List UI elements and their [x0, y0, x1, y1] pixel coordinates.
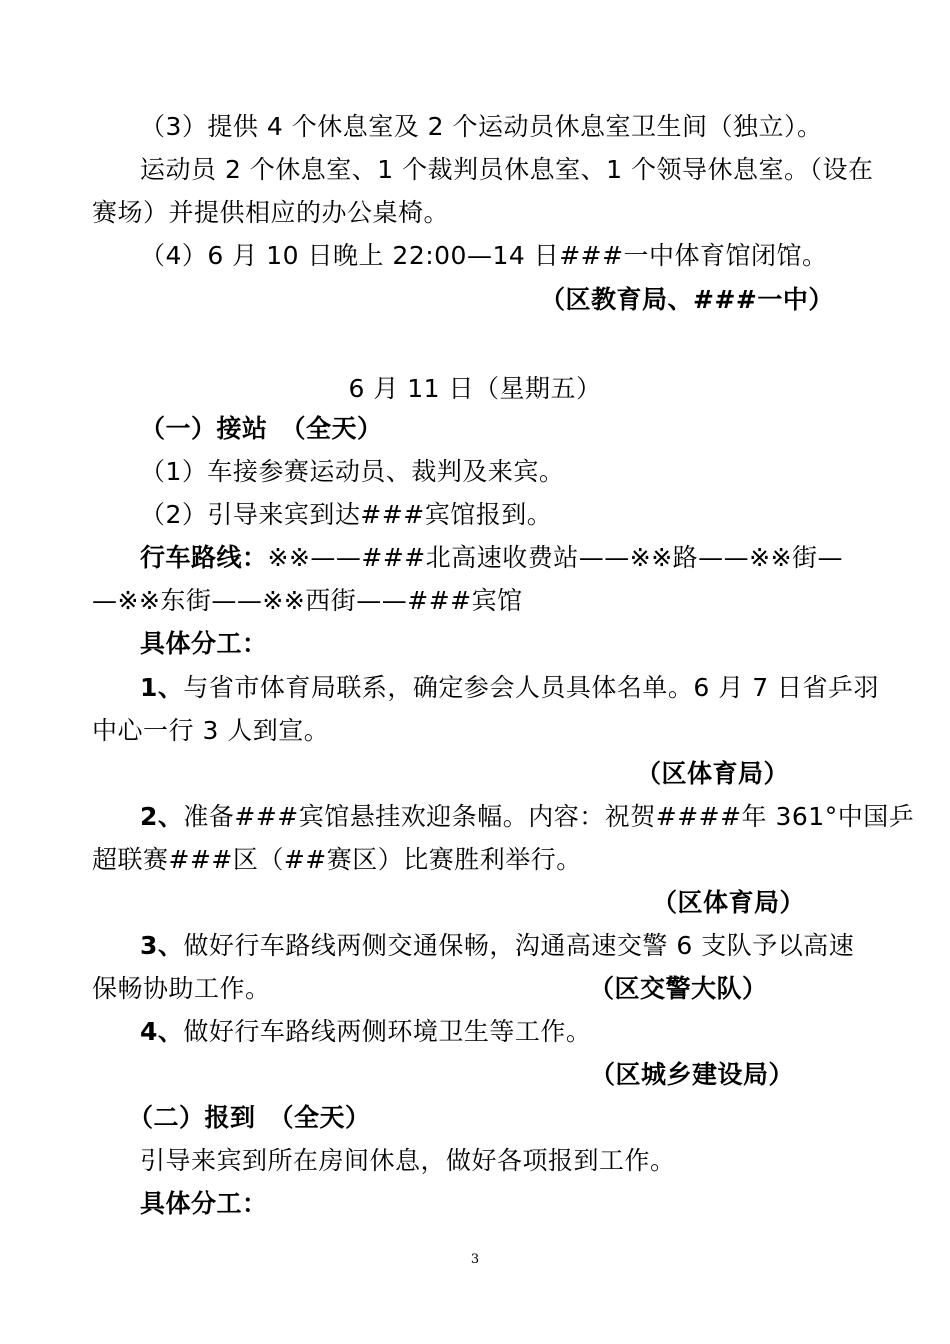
- division-heading-2: 具体分工：: [140, 1189, 268, 1218]
- task-1-text: 与省市体育局联系，确定参会人员具体名单。6 月 7 日省乒羽: [183, 673, 880, 702]
- task-3-text-cont: 保畅协助工作。: [92, 974, 271, 1003]
- pickup-item-2: （2）引导来宾到达###宾馆报到。: [140, 500, 553, 529]
- task-1-number: 1、: [140, 673, 184, 702]
- task-1: [140, 673, 879, 703]
- paragraph-rest-rooms: 运动员 2 个休息室、1 个裁判员休息室、1 个领导休息室。（设在: [140, 155, 874, 184]
- section-date-heading: 6 月 11 日（星期五）: [348, 374, 602, 403]
- task-4-dept: （区城乡建设局）: [590, 1060, 795, 1089]
- paragraph-item-4: （4）6 月 10 日晚上 22:00—14 日###一中体育馆闭馆。: [140, 241, 828, 270]
- paragraph-rest-rooms-cont: 赛场）并提供相应的办公桌椅。: [92, 198, 450, 227]
- task-4: [140, 1017, 591, 1047]
- task-3: [140, 931, 854, 961]
- responsible-dept-edu: （区教育局、###一中）: [540, 285, 834, 314]
- task-4-text: 做好行车路线两侧环境卫生等工作。: [183, 1017, 592, 1046]
- pickup-item-1: （1）车接参赛运动员、裁判及来宾。: [140, 457, 565, 486]
- task-1-dept: （区体育局）: [636, 759, 790, 788]
- task-4-number: 4、: [140, 1017, 184, 1046]
- task-3-dept: （区交警大队）: [589, 974, 768, 1003]
- subsection-pickup-heading: （一）接站 （全天）: [140, 414, 383, 443]
- task-2-text-cont: 超联赛###区（##赛区）比赛胜利举行。: [92, 845, 582, 874]
- route-label: 行车路线：: [140, 543, 268, 572]
- route-text: ※※——###北高速收费站——※※路——※※街—: [267, 543, 844, 572]
- route-line: [140, 543, 843, 573]
- task-2-number: 2、: [140, 802, 184, 831]
- task-2-text: 准备###宾馆悬挂欢迎条幅。内容：祝贺####年 361°中国乒: [183, 802, 915, 831]
- task-3-text: 做好行车路线两侧交通保畅，沟通高速交警 6 支队予以高速: [183, 931, 855, 960]
- route-text-cont: —※※东街——※※西街——###宾馆: [92, 586, 523, 615]
- task-1-text-cont: 中心一行 3 人到宣。: [92, 716, 330, 745]
- task-2-dept: （区体育局）: [652, 888, 806, 917]
- task-3-number: 3、: [140, 931, 184, 960]
- checkin-text: 引导来宾到所在房间休息，做好各项报到工作。: [140, 1146, 676, 1175]
- subsection-checkin-heading: （二）报到 （全天）: [128, 1103, 371, 1132]
- division-heading-1: 具体分工：: [140, 629, 268, 658]
- task-2: [140, 802, 914, 832]
- page-number: 3: [470, 1252, 480, 1267]
- paragraph-item-3: （3）提供 4 个休息室及 2 个运动员休息室卫生间（独立）。: [140, 112, 823, 141]
